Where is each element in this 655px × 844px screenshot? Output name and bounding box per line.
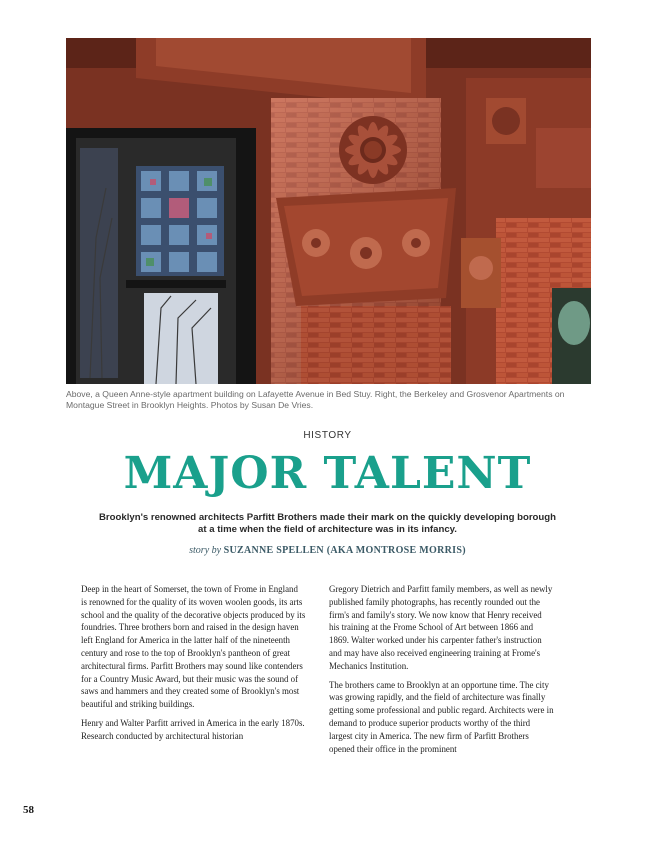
- body-paragraph: Henry and Walter Parfitt arrived in America in the early 1870s. Research conducted by architectural historian: [81, 717, 305, 741]
- byline: [0, 545, 655, 556]
- brownstone-facade-photo: [66, 38, 591, 384]
- header-photo: [66, 38, 591, 384]
- body-paragraph: Deep in the heart of Somerset, the town of Frome in England is renowned for the quality of its woven woolen goods, its arts school and the quality of the decorative objects produced by its foundries. Three brothers born and raised in the design haven left England for America in the latter half of the nineteenth century and rose to the top of Brooklyn's pantheon of great architectural firms. Parfitt Brothers may sound like contenders for a Country Music Award, but their music was the sound of saws and hammers and they created some of Brooklyn's most beautiful and striking buildings.: [81, 584, 306, 710]
- body-paragraph: The brothers came to Brooklyn at an opportune time. The city was growing rapidly, and the field of architecture was finally getting some professional and public regard. Architects were in demand to produce superior products worthy of the third largest city in America. The new firm of Parfitt Brothers opened their office in the prominent: [329, 679, 554, 754]
- section-label: HISTORY: [303, 430, 352, 441]
- body-column-right: [329, 583, 554, 761]
- body-column-left: [81, 583, 306, 749]
- article-title: MAJOR TALENT: [123, 448, 532, 499]
- byline-prefix: story by: [189, 545, 222, 556]
- byline-author: SUZANNE SPELLEN (AKA MONTROSE MORRIS): [223, 545, 466, 556]
- photo-caption: Above, a Queen Anne-style apartment building on Lafayette Avenue in Bed Stuy. Right, the Berkeley and Grosvenor Apartments on Montague Street in Brooklyn Heights. Photos by Susan De Vries.: [66, 389, 565, 410]
- body-paragraph: Gregory Dietrich and Parfitt family members, as well as newly published family photographs, has recently rounded out the firm's and family's story. We now know that Henry received his training at the Frome School of Art between 1866 and 1869. Walter worked under his carpenter father's instruction and may have also received engineering training at Frome's Mechanics Institution.: [329, 584, 553, 671]
- article-deck: Brooklyn's renowned architects Parfitt Brothers made their mark on the quickly developing borough at a time when the field of architecture was in its infancy.: [98, 512, 556, 535]
- page-number: 58: [23, 804, 34, 816]
